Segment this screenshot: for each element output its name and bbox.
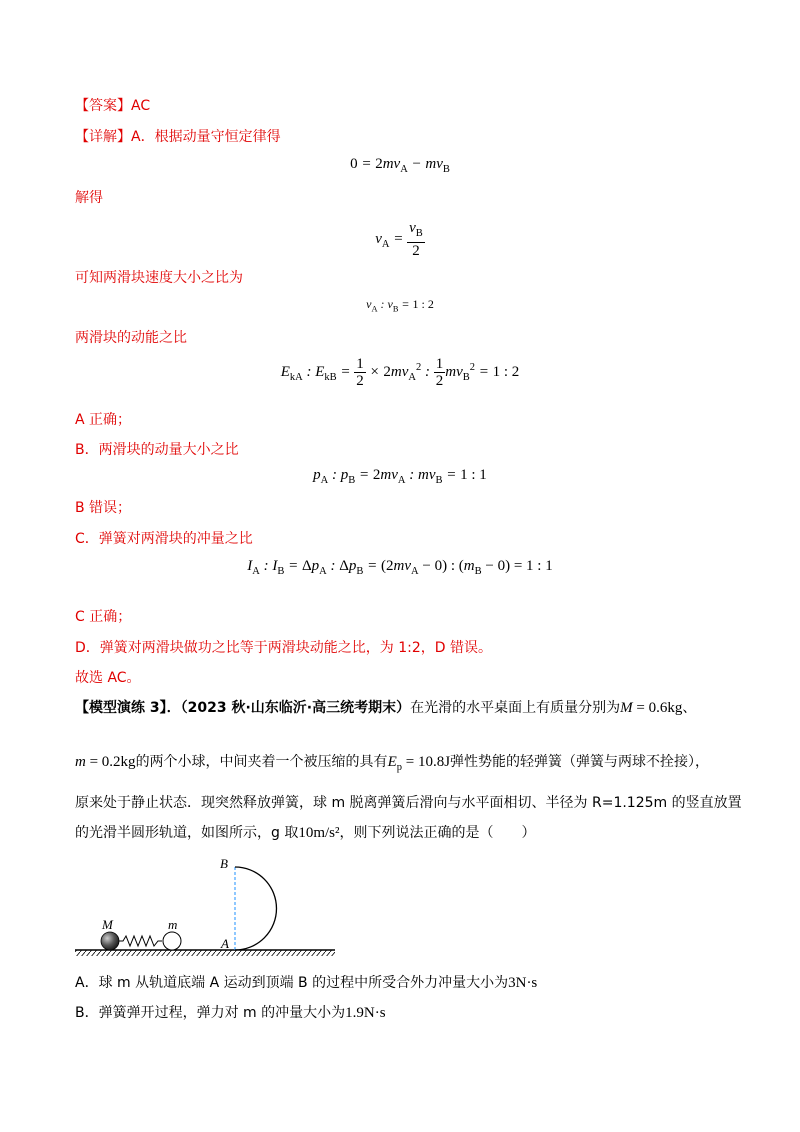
equation-5: $p_A$ : $p_B = 2mv_A$ : $mv_B = 1$ : 1 [313,467,487,486]
label-B: B [220,856,228,871]
b-text: B．两滑块的动量大小之比 [75,442,239,458]
a-correct-text: A 正确； [75,412,132,428]
problem-line-2 [75,752,709,778]
choose-text: 故选 AC。 [75,670,141,686]
c-text: C．弹簧对两滑块的冲量之比 [75,531,253,547]
problem-text-2-tail: 弹性势能的轻弹簧（弹簧与两球不拴接）， [450,754,710,770]
ep-value: $E_p = 10.8J$ [387,754,451,773]
problem-text-4b: ，则下列说法正确的是（ ） [339,825,536,841]
b-wrong-text: B 错误； [75,500,132,516]
speed-ratio-text: 可知两滑块速度大小之比为 [75,270,243,286]
label-A: A [221,936,229,951]
ball-m [163,932,181,950]
problem-line-1 [75,698,696,718]
option-A-text: A．球 m 从轨道底端 A 运动到顶端 B 的过程中所受合外力冲量大小为 [75,975,509,991]
g-value: 10m/s² [298,825,340,841]
d-text: D．弹簧对两滑块做功之比等于两滑块动能之比，为 1:2，D 错误。 [75,640,492,656]
option-B-text: B．弹簧弹开过程，弹力对 m 的冲量大小为 [75,1005,346,1021]
equation-6: $I_A$ : $I_B = \Delta p_A$ : $\Delta p_B = (2mv_A - 0)$ : $(m_B - 0) = 1$ : 1 [247,558,553,577]
separator: 、 [682,700,697,716]
option-B-value: 1.9N·s [345,1005,386,1021]
problem-text-4a: 的光滑半圆形轨道，如图所示，g 取 [75,825,299,841]
detail-label: 【详解】 [75,129,131,145]
equation-1: $0 = 2mv_A - mv_B$ [350,156,450,175]
label-m: m [168,917,178,932]
ground-hatch [75,950,335,956]
answer-line [75,96,150,116]
ball-M [101,932,119,950]
detail-intro: A．根据动量守恒定律得 [131,129,281,145]
option-B [75,1003,386,1023]
answer-value: AC [131,98,151,114]
c-correct-text: C 正确； [75,609,132,625]
option-A [75,973,537,993]
problem-line-4 [75,823,536,843]
physics-figure [70,850,340,960]
label-M: M [102,917,113,932]
problem-text-2: 的两个小球，中间夹着一个被压缩的具有 [135,754,388,770]
equation-3: $v_A$ : $v_B = 1$ : 2 [366,297,434,314]
ke-ratio-text: 两滑块的动能之比 [75,330,187,346]
answer-label: 【答案】 [75,98,131,114]
problem-tag: 【模型演练 3】 [75,700,167,716]
equation-4: $E_{kA}$ : $E_{kB}$ = $\frac{1}{2}$ × $2mv_A^2$ : $\frac{1}{2}$ $mv_B^2 = 1$ : 2 [280,356,520,389]
problem-source: ．（2023 秋·山东临沂·高三统考期末） [166,700,411,716]
mass-M-value: M = 0.6kg [620,700,683,716]
spring [119,936,162,946]
mass-m-value: m = 0.2kg [75,754,136,770]
problem-line-3: 原来处于静止状态．现突然释放弹簧，球 m 脱离弹簧后滑向与水平面相切、半径为 R=1.125m 的竖直放置 [75,795,742,811]
option-A-value: 3N·s [508,975,538,991]
detail-line [75,127,281,147]
solve-text: 解得 [75,190,103,206]
equation-2: $v_A$ = $\frac{v_B}{2}$ [375,220,423,259]
semicircle-track [235,867,276,950]
problem-text-1: 在光滑的水平桌面上有质量分别为 [410,700,621,716]
